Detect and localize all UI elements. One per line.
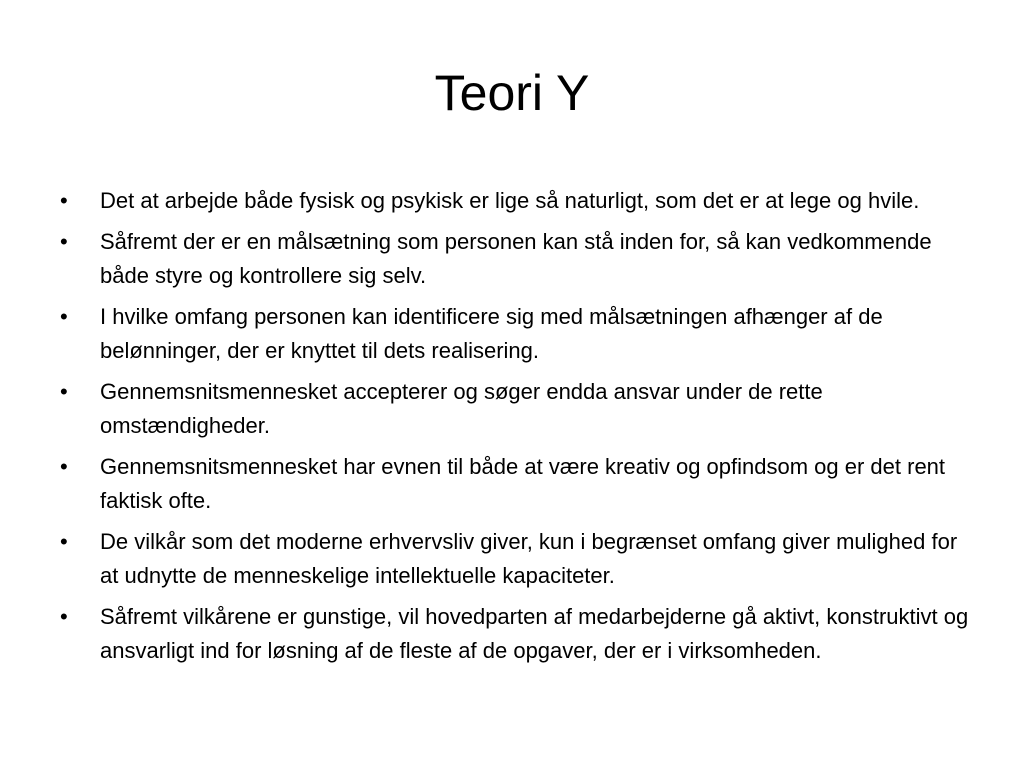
bullet-icon: • <box>60 379 68 404</box>
bullet-text: I hvilke omfang personen kan identificere sig med målsætningen afhænger af de belønninger, der er knyttet til dets realisering. <box>100 304 883 363</box>
bullet-icon: • <box>60 454 68 479</box>
bullet-icon: • <box>60 229 68 254</box>
bullet-text: Såfremt der er en målsætning som personen kan stå inden for, så kan vedkommende både styre og kontrollere sig selv. <box>100 229 932 288</box>
list-item <box>0 375 1024 443</box>
list-item <box>0 300 1024 368</box>
bullet-list <box>0 184 1024 675</box>
list-item <box>0 225 1024 293</box>
bullet-icon: • <box>60 188 68 213</box>
list-item <box>0 184 1024 218</box>
list-item <box>0 450 1024 518</box>
bullet-text: Såfremt vilkårene er gunstige, vil hovedparten af medarbejderne gå aktivt, konstruktivt og ansvarligt ind for løsning af de fleste af de opgaver, der er i virksomheden. <box>100 604 969 663</box>
list-item <box>0 600 1024 668</box>
bullet-text: De vilkår som det moderne erhvervsliv giver, kun i begrænset omfang giver mulighed for at udnytte de menneskelige intellektuelle kapaciteter. <box>100 529 958 588</box>
bullet-text: Det at arbejde både fysisk og psykisk er lige så naturligt, som det er at lege og hvile. <box>100 188 920 213</box>
bullet-icon: • <box>60 304 68 329</box>
slide-title: Teori Y <box>434 65 590 121</box>
bullet-icon: • <box>60 529 68 554</box>
bullet-icon: • <box>60 604 68 629</box>
bullet-text: Gennemsnitsmennesket har evnen til både at være kreativ og opfindsom og er det rent faktisk ofte. <box>100 454 946 513</box>
bullet-text: Gennemsnitsmennesket accepterer og søger endda ansvar under de rette omstændigheder. <box>100 379 823 438</box>
list-item <box>0 525 1024 593</box>
